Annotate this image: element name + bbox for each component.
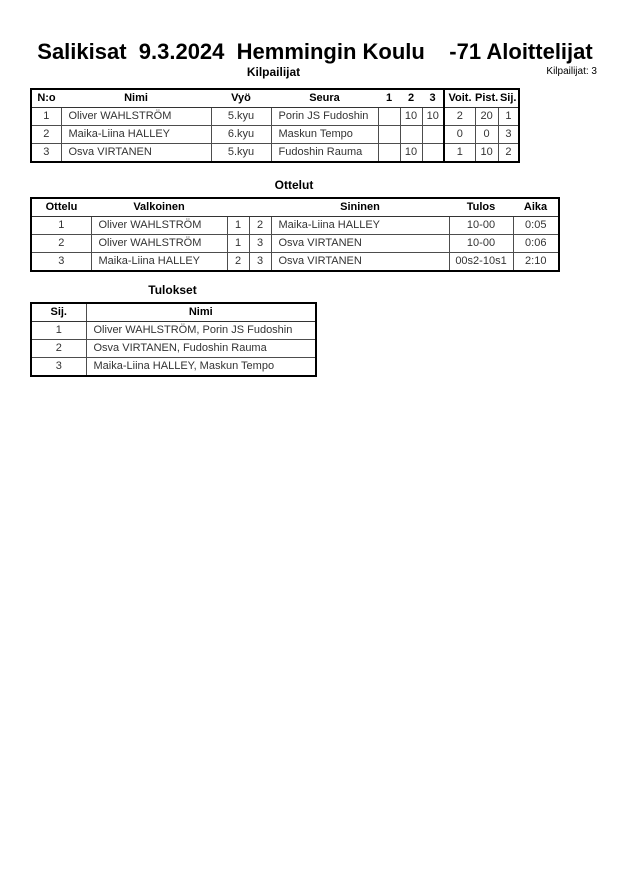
competitor-round2-score: 10: [400, 144, 422, 163]
col-header-wins: Voit.: [444, 89, 475, 108]
result-name-club: Oliver WAHLSTRÖM, Porin JS Fudoshin: [86, 322, 316, 340]
competitor-wins: 2: [444, 108, 475, 126]
match-time: 0:05: [513, 217, 559, 235]
competitor-round1-score: [378, 126, 400, 144]
matches-table: [30, 197, 560, 272]
competitor-count-label: Kilpailijat: 3: [546, 66, 597, 77]
competitor-points: 20: [475, 108, 498, 126]
competitor-belt: 6.kyu: [211, 126, 271, 144]
result-name-club: Osva VIRTANEN, Fudoshin Rauma: [86, 340, 316, 358]
competitor-name: Osva VIRTANEN: [61, 144, 211, 163]
col-header-round2: 2: [400, 89, 422, 108]
match-no: 3: [31, 253, 91, 272]
competitor-round2-score: [400, 126, 422, 144]
competitors-header-row: [31, 89, 519, 108]
col-header-club: Seura: [271, 89, 378, 108]
competitor-row: [31, 126, 519, 144]
competitor-round3-score: [422, 144, 444, 163]
matches-header-row: [31, 198, 559, 217]
competitor-round1-score: [378, 144, 400, 163]
match-result: 10-00: [449, 235, 513, 253]
match-blue-no: 3: [249, 235, 271, 253]
match-no: 1: [31, 217, 91, 235]
col-header-result: Tulos: [449, 198, 513, 217]
col-header-white-no: [227, 198, 249, 217]
match-result: 10-00: [449, 217, 513, 235]
competitor-club: Maskun Tempo: [271, 126, 378, 144]
result-name-club: Maika-Liina HALLEY, Maskun Tempo: [86, 358, 316, 377]
match-white-no: 2: [227, 253, 249, 272]
competitor-no: 2: [31, 126, 61, 144]
col-header-blue: Sininen: [271, 198, 449, 217]
matches-section-label: Ottelut: [274, 178, 314, 192]
competitor-belt: 5.kyu: [211, 108, 271, 126]
competitor-round3-score: [422, 126, 444, 144]
result-place: 1: [31, 322, 86, 340]
competitor-name: Maika-Liina HALLEY: [61, 126, 211, 144]
col-header-white: Valkoinen: [91, 198, 227, 217]
col-header-no: N:o: [31, 89, 61, 108]
competitor-place: 1: [498, 108, 519, 126]
result-row: [31, 340, 316, 358]
results-header-row: [31, 303, 316, 322]
col-header-round1: 1: [378, 89, 400, 108]
match-row: [31, 217, 559, 235]
col-header-belt: Vyö: [211, 89, 271, 108]
competitors-section-label: Kilpailijat: [246, 65, 301, 79]
competitor-row: [31, 108, 519, 126]
competitor-place: 3: [498, 126, 519, 144]
match-row: [31, 235, 559, 253]
match-blue-no: 2: [249, 217, 271, 235]
match-white-name: Maika-Liina HALLEY: [91, 253, 227, 272]
col-header-match: Ottelu: [31, 198, 91, 217]
result-row: [31, 322, 316, 340]
match-blue-name: Osva VIRTANEN: [271, 235, 449, 253]
match-white-name: Oliver WAHLSTRÖM: [91, 235, 227, 253]
match-row: [31, 253, 559, 272]
competitor-no: 1: [31, 108, 61, 126]
match-no: 2: [31, 235, 91, 253]
match-time: 0:06: [513, 235, 559, 253]
match-white-no: 1: [227, 235, 249, 253]
result-row: [31, 358, 316, 377]
results-table: [30, 302, 317, 377]
col-header-name: Nimi: [61, 89, 211, 108]
competitor-club: Fudoshin Rauma: [271, 144, 378, 163]
col-header-time: Aika: [513, 198, 559, 217]
competitor-wins: 1: [444, 144, 475, 163]
competitor-wins: 0: [444, 126, 475, 144]
match-result: 00s2-10s1: [449, 253, 513, 272]
match-blue-name: Maika-Liina HALLEY: [271, 217, 449, 235]
results-section-label: Tulokset: [148, 283, 197, 297]
col-header-round3: 3: [422, 89, 444, 108]
competitor-row: [31, 144, 519, 163]
competitor-round1-score: [378, 108, 400, 126]
page-title: Salikisat 9.3.2024 Hemmingin Koulu -71 Aloittelijat: [37, 39, 593, 64]
match-time: 2:10: [513, 253, 559, 272]
competitor-name: Oliver WAHLSTRÖM: [61, 108, 211, 126]
competitors-table: [30, 88, 520, 163]
col-header-points: Pist.: [475, 89, 498, 108]
competitor-belt: 5.kyu: [211, 144, 271, 163]
result-place: 3: [31, 358, 86, 377]
result-place: 2: [31, 340, 86, 358]
competitor-club: Porin JS Fudoshin: [271, 108, 378, 126]
col-header-blue-no: [249, 198, 271, 217]
competitor-no: 3: [31, 144, 61, 163]
match-blue-name: Osva VIRTANEN: [271, 253, 449, 272]
match-white-no: 1: [227, 217, 249, 235]
col-header-name: Nimi: [86, 303, 316, 322]
match-white-name: Oliver WAHLSTRÖM: [91, 217, 227, 235]
col-header-place: Sij.: [31, 303, 86, 322]
competitor-points: 10: [475, 144, 498, 163]
competitor-round2-score: 10: [400, 108, 422, 126]
match-blue-no: 3: [249, 253, 271, 272]
competitor-round3-score: 10: [422, 108, 444, 126]
competitor-points: 0: [475, 126, 498, 144]
col-header-place: Sij.: [498, 89, 519, 108]
competitor-place: 2: [498, 144, 519, 163]
